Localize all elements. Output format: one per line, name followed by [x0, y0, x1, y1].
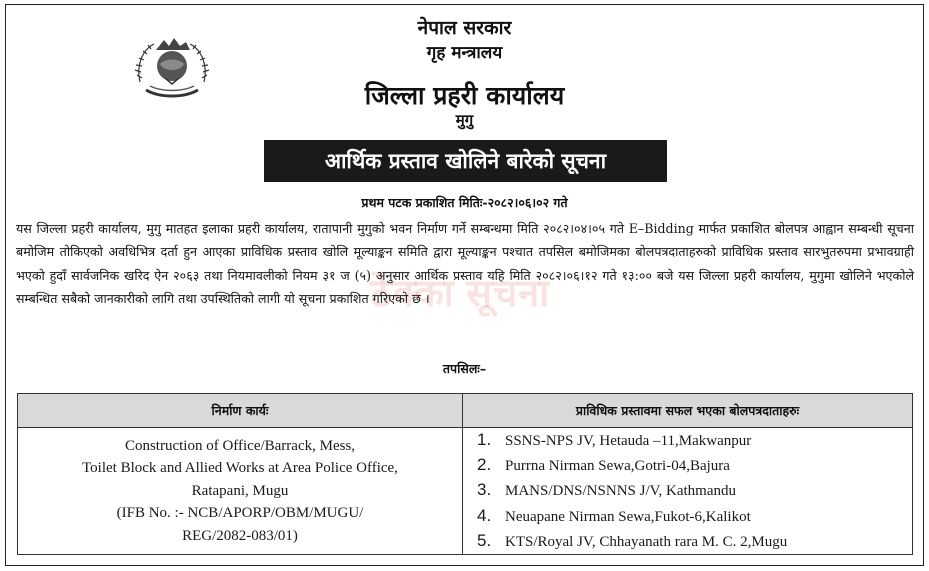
column-header-bidders: प्राविधिक प्रस्तावमा सफल भएका बोलपत्रदाताहरुः: [463, 394, 913, 428]
details-table: [17, 393, 913, 555]
work-line: Ratapani, Mugu: [191, 482, 289, 499]
publish-date: प्रथम पटक प्रकाशित मितिः-२०८२।०६।०२ गते: [361, 195, 568, 210]
bidder-item: 1. SSNS-NPS JV, Hetauda –11,Makwanpur: [477, 430, 752, 449]
work-line: Toilet Block and Allied Works at Area Police Office,: [82, 460, 398, 477]
office-title: जिल्ला प्रहरी कार्यालय: [364, 81, 565, 110]
bidder-list: [463, 428, 912, 554]
bidder-item: 5. KTS/Royal JV, Chhayanath rara M. C. 2,Mugu: [477, 530, 788, 550]
work-description-cell: [18, 428, 463, 555]
bidder-item: 2. Purrna Nirman Sewa,Gotri-04,Bajura: [477, 455, 730, 475]
details-heading: तपसिलः–: [442, 361, 487, 376]
ministry-title: गृह मन्त्रालय: [426, 43, 503, 63]
column-header-work: निर्माण कार्यः: [18, 394, 463, 428]
district-name: मुगु: [455, 111, 474, 129]
notice-body: यस जिल्ला प्रहरी कार्यालय, मुगु मातहत इलाका प्रहरी कार्यालय, रातापानी मुगुको भवन निर्माण गर्ने सम्बन्धमा मिति २०८२।०४।०५ गते E–Bidding मार्फत प्रकाशित बोलपत्र आह्वान सम्बन्धी सूचना बमोजिम तोकिएको अवधिभित्र दर्ता हुन आएका प्राविधिक प्रस्ताव खोलि मूल्याङ्कन समिति द्वारा मूल्याङ्कन पश्चात तपसिल बमोजिमका बोलपत्रदाताहरुको प्राविधिक प्रस्ताव सारभुतरुपमा प्रभावग्राही भएको हुदाँ सार्वजनिक खरिद ऐन २०६३ तथा नियमावलीको नियम ३१ ज (५) अनुसार आर्थिक प्रस्ताव यहि मिति २०८२।०६।१२ गते १३:०० बजे यस जिल्ला प्रहरी कार्यालय, मुगुमा खोलिने भएकोले सम्बन्धित सबैको जानकारीको लागि तथा उपस्थितिको लागी यो सूचना प्रकाशित गरिएको छ ।: [16, 221, 914, 307]
notice-title-banner: आर्थिक प्रस्ताव खोलिने बारेको सूचना: [264, 140, 667, 182]
watermark: ठेक्का सूचना: [369, 273, 551, 315]
work-line: REG/2082-083/01): [182, 527, 298, 544]
bidder-item: 3. MANS/DNS/NSNNS J/V, Kathmandu: [477, 480, 737, 500]
government-title: नेपाल सरकार: [417, 17, 512, 39]
bidder-item: 4. Neuapane Nirman Sewa,Fukot-6,Kalikot: [477, 505, 751, 525]
work-line: (IFB No. :- NCB/APORP/OBM/MUGU/: [116, 505, 364, 522]
work-line: Construction of Office/Barrack, Mess,: [124, 437, 356, 454]
bidders-cell: [463, 428, 913, 555]
